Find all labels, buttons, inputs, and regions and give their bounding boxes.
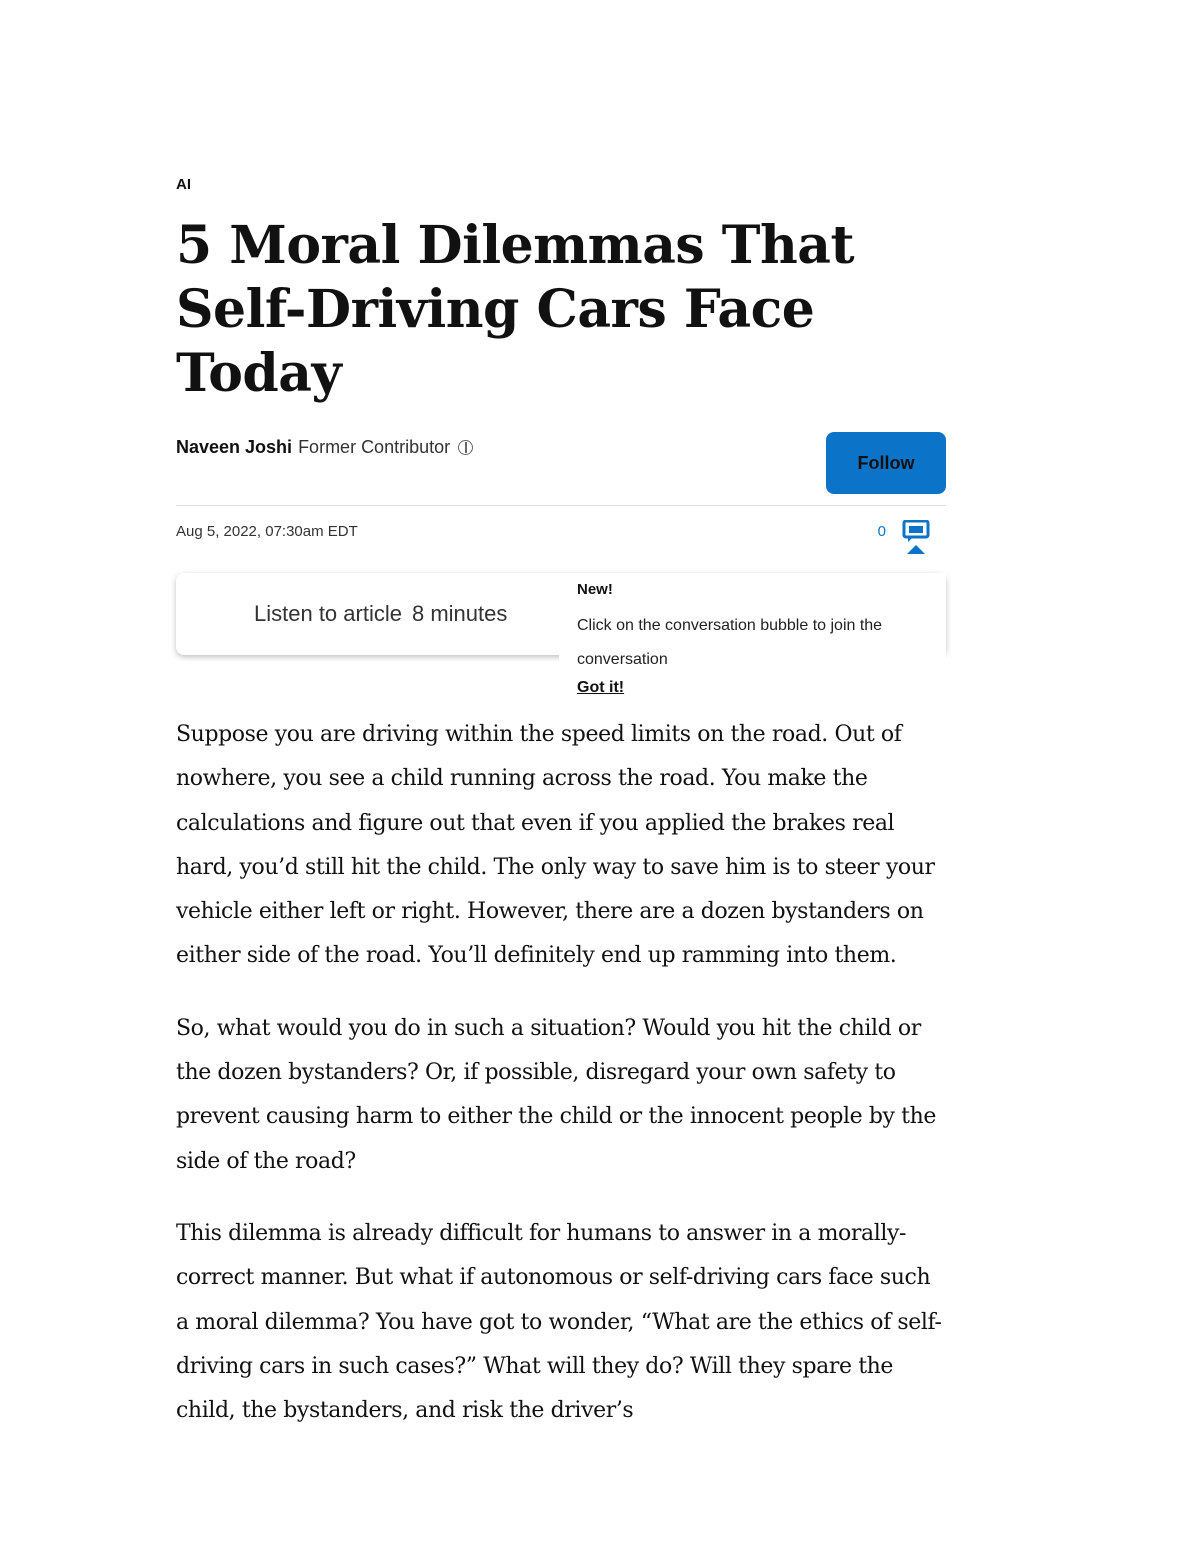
- follow-button[interactable]: Follow: [826, 432, 946, 494]
- got-it-button[interactable]: Got it!: [577, 679, 625, 696]
- body-paragraph: Suppose you are driving within the speed limits on the road. Out of nowhere, you see a child running across the road. You make the calculations and figure out that even if you applied the brakes real hard, you’d still hit the child. The only way to save him is to steer your vehicle either left or right. However, there are a dozen bystanders on either side of the road. You’ll definitely end up ramming into them.: [176, 722, 935, 969]
- info-icon[interactable]: [458, 440, 473, 455]
- page-title: 5 Moral Dilemmas That Self-Driving Cars Face Today: [176, 215, 854, 404]
- tooltip-arrow: [907, 545, 925, 554]
- body-paragraph: So, what would you do in such a situation? Would you hit the child or the dozen bystanders? Or, if possible, disregard your own safety to prevent causing harm to either the child or the innocent people by the side of the road?: [176, 1015, 936, 1174]
- byline: [176, 437, 473, 458]
- conversation-bubble-icon[interactable]: [902, 520, 930, 542]
- divider: [176, 505, 946, 506]
- listen-button[interactable]: [254, 601, 507, 627]
- author-name-link[interactable]: Naveen Joshi: [176, 437, 293, 457]
- conversation-tooltip: [559, 573, 946, 705]
- body-paragraph: This dilemma is already difficult for humans to answer in a morally-correct manner. But what if autonomous or self-driving cars face such a moral dilemma? You have got to wonder, “What are the ethics of self-driving cars in such cases?” What will they do? Will they spare the child, the bystanders, and risk the driver’s: [176, 1220, 942, 1424]
- tooltip-new-badge: New!: [577, 581, 613, 598]
- tooltip-message: Click on the conversation bubble to join the conversation: [577, 617, 883, 668]
- publish-date: Aug 5, 2022, 07:30am EDT: [176, 523, 358, 540]
- listen-duration: 8 minutes: [411, 601, 508, 626]
- channel-link[interactable]: AI: [176, 176, 191, 193]
- comment-count[interactable]: 0: [877, 523, 886, 540]
- listen-label: Listen to article: [254, 601, 402, 626]
- author-role: Former Contributor: [298, 437, 451, 457]
- article-body: [176, 713, 946, 1461]
